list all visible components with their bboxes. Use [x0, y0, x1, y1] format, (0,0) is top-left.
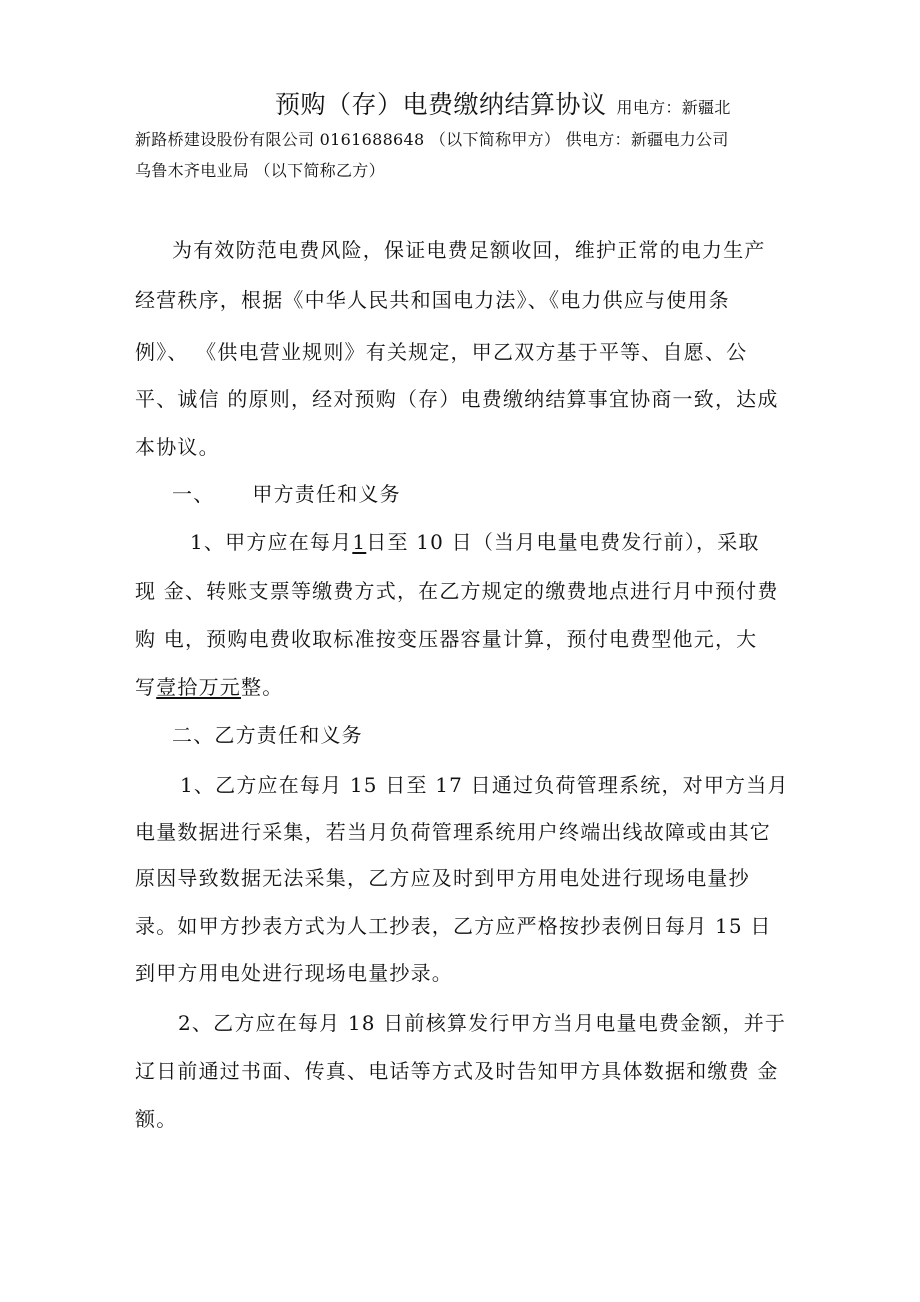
section2-item2-line: 额。 [135, 1107, 178, 1131]
parties-line-3: 乌鲁木齐电业局 （以下简称乙方） [135, 161, 385, 180]
title-line [275, 92, 731, 117]
section2-item2-line: 辽日前通过书面、传真、电话等方式及时告知甲方具体数据和缴费 金 [135, 1059, 779, 1083]
clause-text: 写 [135, 675, 157, 699]
clause-text: 整。 [241, 675, 284, 699]
section2-heading: 二、乙方责任和义务 [172, 723, 363, 747]
section1-item1-line [190, 532, 760, 552]
preamble-line: 平、诚信 的原则，经对预购（存）电费缴纳结算事宜协商一致，达成 [135, 387, 779, 411]
preamble-line: 经营秩序，根据《中华人民共和国电力法》、《电力供应与使用条 [135, 288, 730, 312]
clause-text: 日至 10 日（当月电量电费发行前），采取 [366, 530, 760, 554]
section2-item1-line: 到甲方用电处进行现场电量抄录。 [135, 961, 453, 985]
section1-heading [172, 484, 401, 504]
consumer-label: 用电方：新疆北 [616, 98, 731, 117]
preamble-line: 本协议。 [135, 435, 220, 459]
section2-item1-line: 电量数据进行采集，若当月负荷管理系统用户终端出线故障或由其它 [135, 820, 771, 844]
section1-item1-line: 现 金、转账支票等缴费方式，在乙方规定的缴费地点进行月中预付费 [135, 579, 779, 603]
underlined-day: 1 [352, 530, 367, 554]
section1-item1-line [135, 677, 283, 697]
underlined-amount: 壹拾万元 [156, 675, 242, 699]
document-title: 预购（存）电费缴纳结算协议 [275, 90, 607, 119]
section2-item1-line: 原因导致数据无法采集，乙方应及时到甲方用电处进行现场电量抄 [135, 866, 750, 890]
preamble-line: 例》、 《供电营业规则》有关规定，甲乙双方基于平等、自愿、公 [135, 340, 748, 364]
section1-item1-line: 购 电，预购电费收取标准按变压器容量计算，预付电费型他元，大 [135, 627, 758, 651]
clause-text: 1、甲方应在每月 [190, 530, 353, 554]
section2-item2-line: 2、乙方应在每月 18 日前核算发行甲方当月电量电费金额，并于 [178, 1011, 787, 1035]
section2-item1-line: 录。如甲方抄表方式为人工抄表，乙方应严格按抄表例日每月 15 日 [135, 914, 772, 938]
section1-number: 一、 [172, 482, 215, 506]
preamble-line: 为有效防范电费风险，保证电费足额收回，维护正常的电力生产 [172, 238, 766, 262]
section1-title: 甲方责任和义务 [252, 482, 401, 506]
parties-line-2: 新路桥建设股份有限公司 0161688648 （以下简称甲方） 供电方：新疆电力公司 [135, 130, 729, 149]
section2-item1-line: 1、乙方应在每月 15 日至 17 日通过负荷管理系统，对甲方当月 [180, 773, 789, 797]
